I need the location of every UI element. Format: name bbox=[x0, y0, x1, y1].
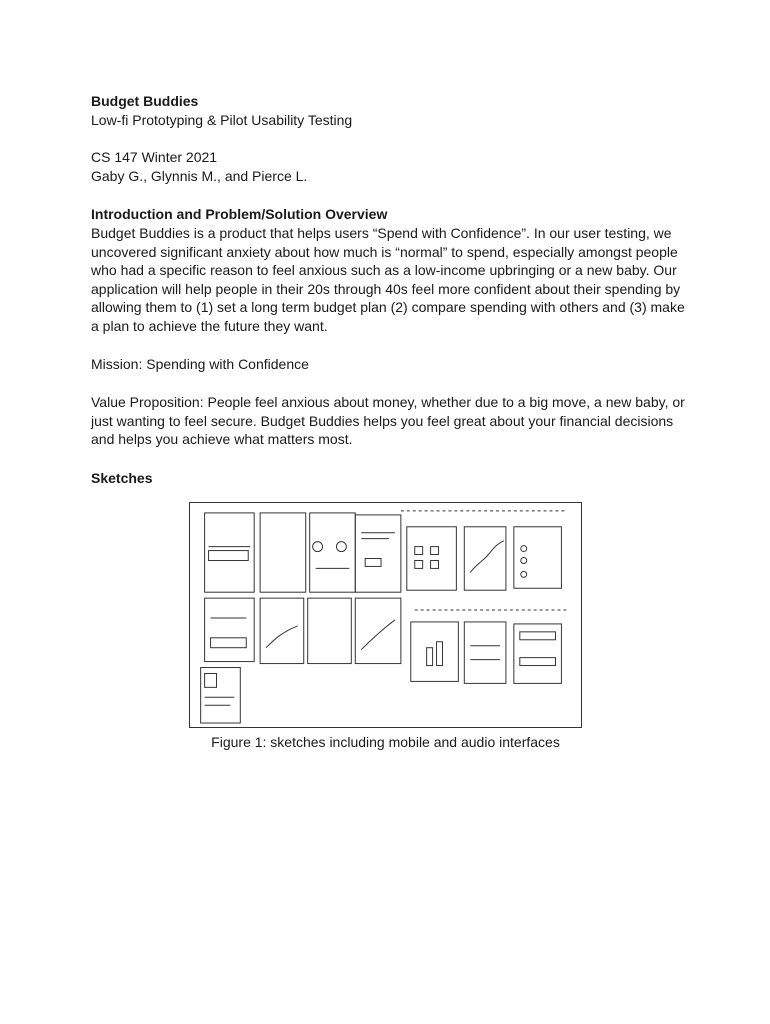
intro-heading: Introduction and Problem/Solution Overview bbox=[91, 206, 388, 222]
sketch-frame bbox=[355, 515, 401, 592]
sketches-heading: Sketches bbox=[91, 470, 153, 486]
sketch-frame bbox=[407, 527, 457, 590]
sketch-frame bbox=[514, 624, 562, 683]
sketch-frame bbox=[201, 668, 241, 724]
sketch-frame bbox=[310, 513, 356, 592]
sketch-frame bbox=[260, 598, 304, 663]
value-proposition: Value Proposition: People feel anxious about money, whether due to a big move, a new baby, or just wanting to feel secure. Budget Buddies helps you feel great about your financial decisions and helps you achieve what matters most. bbox=[91, 394, 685, 448]
sketches-figure bbox=[189, 502, 582, 728]
sketch-frame bbox=[205, 513, 255, 592]
document-subtitle: Low-fi Prototyping & Pilot Usability Testing bbox=[91, 112, 353, 128]
mission-statement: Mission: Spending with Confidence bbox=[91, 356, 309, 372]
course-line: CS 147 Winter 2021 bbox=[91, 149, 218, 165]
authors-line: Gaby G., Glynnis M., and Pierce L. bbox=[91, 168, 308, 184]
sketch-frame bbox=[260, 513, 306, 592]
document-title: Budget Buddies bbox=[91, 93, 199, 109]
sketch-frame bbox=[308, 598, 352, 663]
intro-paragraph: Budget Buddies is a product that helps users “Spend with Confidence”. In our user testing, we uncovered significant anxiety about how much is “normal” to spend, especially amongst people who had a specific reason to feel anxious such as a low-income upbringing or a new baby. Our application will help people in their 20s through 40s feel more confident about their spending by allowing them to (1) set a long term budget plan (2) compare spending with others and (3) make a plan to achieve the future they want. bbox=[91, 225, 685, 334]
sketch-frame bbox=[205, 598, 255, 661]
sketch-frame bbox=[355, 598, 401, 663]
sketches-image bbox=[190, 503, 581, 727]
figure-caption: Figure 1: sketches including mobile and audio interfaces bbox=[211, 734, 560, 750]
sketch-frame bbox=[514, 527, 562, 588]
sketch-frame bbox=[411, 622, 459, 681]
sketch-frame bbox=[464, 622, 506, 683]
